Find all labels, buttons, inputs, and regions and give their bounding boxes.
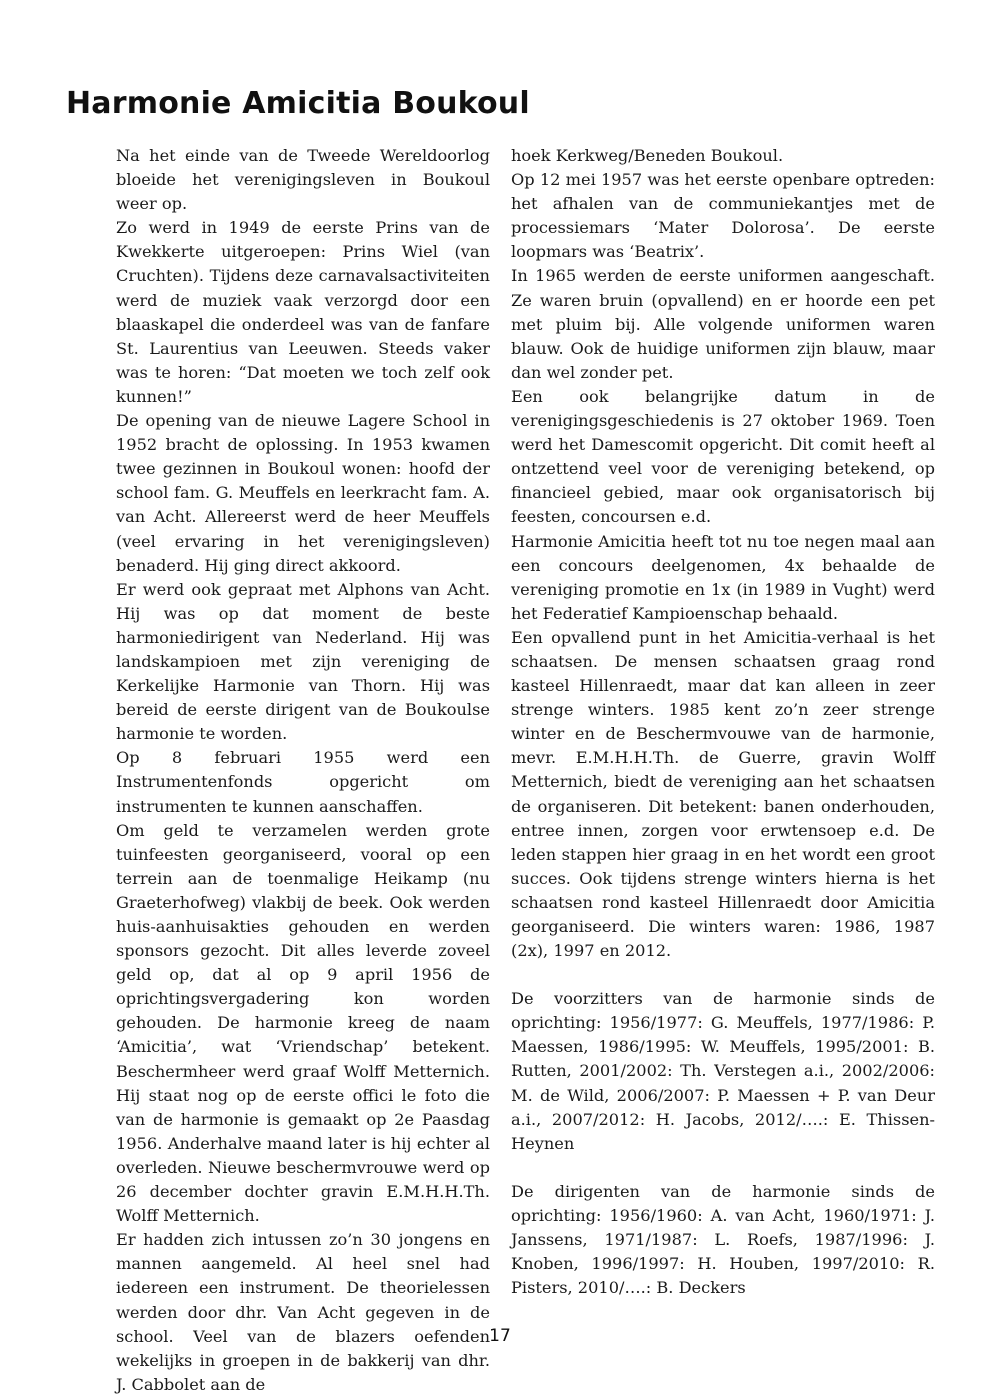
page-number: 17 <box>489 1326 511 1346</box>
paragraph: Op 12 mei 1957 was het eerste openbare optreden: het afhalen van de communiekantjes met de processiemars ‘Mater Dolorosa’. De eerste loopmars was ‘Beatrix’. <box>511 170 935 262</box>
paragraph: Zo werd in 1949 de eerste Prins van de Kwekkerte uitgeroepen: Prins Wiel (van Cruchten). Tijdens deze carnavalsactiviteiten werd de muziek vaak verzorgd door een blaaskapel die onderdeel was van de fanfare St. Laurentius van Leeuwen. Steeds vaker was te horen: “Dat moeten we toch zelf ook kunnen!” <box>116 218 490 406</box>
paragraph: hoek Kerkweg/Beneden Boukoul. <box>511 146 784 165</box>
page-title: Harmonie Amicitia Boukoul <box>66 86 530 121</box>
paragraph: Na het einde van de Tweede Wereldoorlog bloeide het verenigingsleven in Boukoul weer op. <box>116 146 490 214</box>
paragraph: Harmonie Amicitia heeft tot nu toe negen maal aan een concours deelgenomen, 4x behaalde de vereniging promotie en 1x (in 1989 in Vught) werd het Federatief Kampioenschap behaald. <box>511 531 935 623</box>
paragraph: Om geld te verzamelen werden grote tuinfeesten georganiseerd, vooral op een terrein aan de toenmalige Heikamp (nu Graeterhofweg) vlakbij de beek. Ook werden huis-aanhuisakties gehouden en werden sponsors gezocht. Dit alles leverde zoveel geld op, dat al op 9 april 1956 de oprichtingsvergadering kon worden gehouden. De harmonie kreeg de naam ‘Amicitia’, wat ‘Vriendschap’ betekent. Beschermheer werd graaf Wolff Metternich. Hij staat nog op de eerste offici le foto die van de harmonie is gemaakt op 2e Paasdag 1956. Anderhalve maand later is hij echter al overleden. Nieuwe beschermvrouwe werd op 26 december dochter gravin E.M.H.H.Th. Wolff Metternich. <box>116 820 490 1226</box>
paragraph: Er werd ook gepraat met Alphons van Acht. Hij was op dat moment de beste harmoniedirigent van Nederland. Hij was landskampioen met zijn vereniging de Kerkelijke Harmonie van Thorn. Hij was bereid de eerste dirigent van de Boukoulse harmonie te worden. <box>116 579 490 744</box>
paragraph: In 1965 werden de eerste uniformen aangeschaft. Ze waren bruin (opvallend) en er hoorde een pet met pluim bij. Alle volgende uniformen waren blauw. Ook de huidige uniformen zijn blauw, maar dan wel zonder pet. <box>511 266 935 382</box>
paragraph: Een ook belangrijke datum in de verenigingsgeschiedenis is 27 oktober 1969. Toen werd het Damescomit opgericht. Dit comit heeft al ontzettend veel voor de vereniging betekend, op financieel gebied, maar ook organisatorisch bij feesten, concoursen e.d. <box>511 386 935 527</box>
paragraph: De opening van de nieuwe Lagere School in 1952 bracht de oplossing. In 1953 kwamen twee gezinnen in Boukoul wonen: hoofd der school fam. G. Meuffels en leerkracht fam. A. van Acht. Allereerst werd de heer Meuffels (veel ervaring in het verenigingsleven) benaderd. Hij ging direct akkoord. <box>116 411 490 575</box>
right-column <box>511 144 935 1300</box>
paragraph: Op 8 februari 1955 werd een Instrumentenfonds opgericht om instrumenten te kunnen aanschaffen. <box>116 748 490 816</box>
conductors-paragraph: De dirigenten van de harmonie sinds de oprichting: 1956/1960: A. van Acht, 1960/1971: J. Janssens, 1971/1987: L. Roefs, 1987/1996: J. Knoben, 1996/1997: H. Houben, 1997/2010: R. Pisters, 2010/….: B. Deckers <box>511 1181 935 1298</box>
paragraph: Er hadden zich intussen zo’n 30 jongens en mannen aangemeld. Al heel snel had iedereen een instrument. De theorielessen werden door dhr. Van Acht gegeven in de school. Veel van de blazers oefenden wekelijks in groepen in de bakkerij van dhr. J. Cabbolet aan de <box>116 1230 490 1394</box>
chairmen-paragraph: De voorzitters van de harmonie sinds de oprichting: 1956/1977: G. Meuffels, 1977/1986: P. Maessen, 1986/1995: W. Meuffels, 1995/2001: B. Rutten, 2001/2002: Th. Verstegen a.i., 2002/2006: M. de Wild, 2006/2007: P. Maessen + P. van Deur a.i., 2007/2012: H. Jacobs, 2012/….: E. Thissen-Heynen <box>511 989 935 1153</box>
paragraph: Een opvallend punt in het Amicitia-verhaal is het schaatsen. De mensen schaatsen graag rond kasteel Hillenraedt, maar dat kan alleen in zeer strenge winters. 1985 kent zo’n zeer strenge winter en de Beschermvouwe van de harmonie, mevr. E.M.H.H.Th. de Guerre, gravin Wolff Metternich, biedt de vereniging aan het schaatsen de organiseren. Dit betekent: banen onderhouden, entree innen, zorgen voor erwtensoep e.d. De leden stappen hier graag in en het wordt een groot succes. Ook tijdens strenge winters hierna is het schaatsen rond kasteel Hillenraedt door Amicitia georganiseerd. Die winters waren: 1986, 1987 (2x), 1997 en 2012. <box>511 627 935 961</box>
left-column <box>116 144 490 1397</box>
